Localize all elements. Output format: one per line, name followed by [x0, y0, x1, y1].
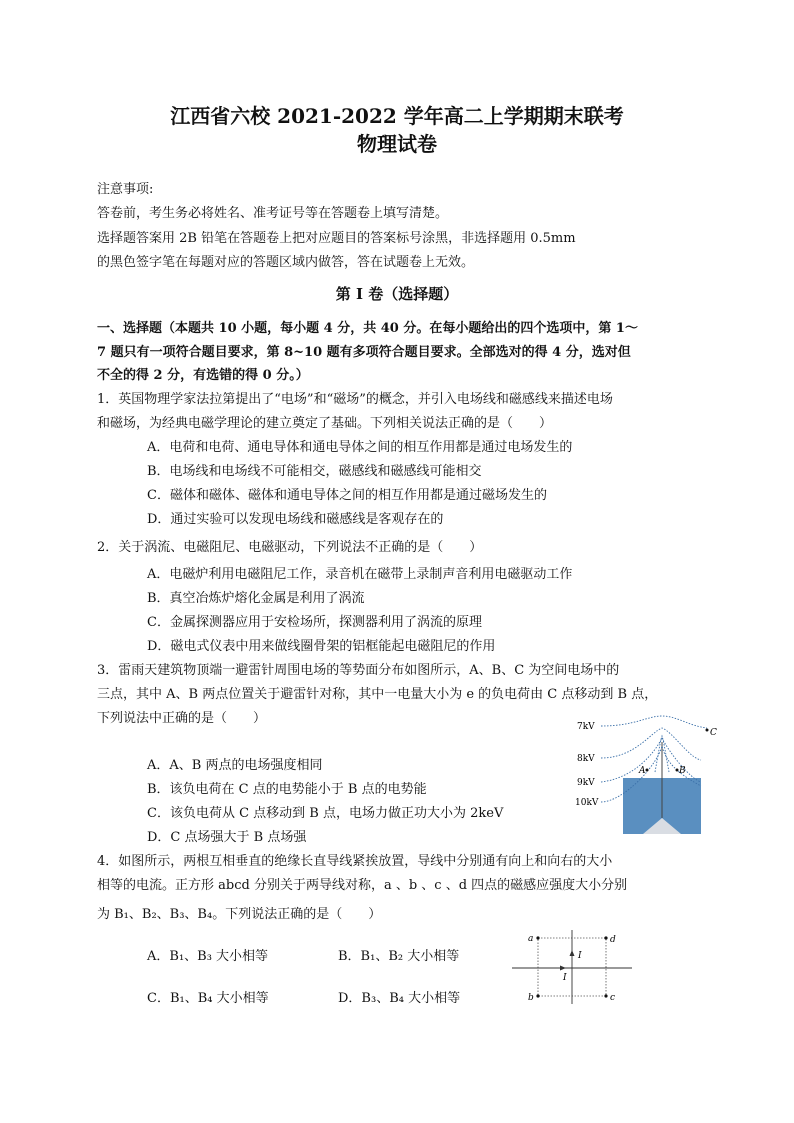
label-current-right: I — [563, 973, 567, 983]
q3-stem-2: 三点，其中 A、B 两点位置关于避雷针对称，其中一电量大小为 e 的负电荷由 C 点移动到 B 点， — [97, 687, 658, 702]
q3-stem-1: 3．雷雨天建筑物顶端一避雷针周围电场的等势面分布如图所示，A、B、C 为空间电场中的 — [97, 663, 620, 678]
q1-stem-1: 1．英国物理学家法拉第提出了“电场”和“磁场”的概念，并引入电场线和磁感线来描述电场 — [97, 392, 613, 407]
q2-stem: 2．关于涡流、电磁阻尼、电磁驱动，下列说法不正确的是（ ） — [97, 540, 483, 555]
q3-option-b: B．该负电荷在 C 点的电势能小于 B 点的电势能 — [147, 782, 427, 797]
point-c-dot — [706, 729, 709, 732]
notes-line-2: 选择题答案用 2B 铅笔在答题卷上把对应题目的答案标号涂黑，非选择题用 0.5mm — [97, 231, 576, 246]
q3-stem-3: 下列说法中正确的是（ ） — [97, 711, 267, 726]
q4-option-b: B．B₁、B₂ 大小相等 — [338, 949, 460, 964]
q4-option-d: D．B₃、B₄ 大小相等 — [338, 991, 461, 1006]
q4-option-c: C．B₁、B₄ 大小相等 — [147, 991, 269, 1006]
q1-option-b: B．电场线和电场线不可能相交，磁感线和磁感线可能相交 — [147, 464, 482, 479]
q1-option-c: C．磁体和磁体、磁体和通电导体之间的相互作用都是通过磁场发生的 — [147, 488, 547, 503]
label-8kv: 8kV — [577, 754, 595, 764]
section-intro-3: 不全的得 2 分，有选错的得 0 分。） — [97, 368, 309, 383]
notes-heading: 注意事项: — [97, 182, 154, 197]
q4-option-a: A．B₁、B₃ 大小相等 — [147, 949, 269, 964]
point-a-dot — [646, 769, 649, 772]
label-d: d — [610, 935, 616, 945]
label-10kv: 10kV — [575, 798, 599, 808]
q4-stem-2: 相等的电流。正方形 abcd 分别关于两导线对称，a 、b 、c 、d 四点的磁感应强度大小分别 — [97, 878, 628, 893]
arrow-up-icon — [570, 950, 575, 956]
notes-line-3: 的黑色签字笔在每题对应的答题区域内做答，答在试题卷上无效。 — [97, 255, 475, 270]
section-intro-2: 7 题只有一项符合题目要求，第 8~10 题有多项符合题目要求。全部选对的得 4 分，选对但 — [97, 345, 631, 360]
lightning-rod-figure — [575, 712, 725, 837]
point-c-label: C — [710, 728, 717, 738]
point-b-label: B — [679, 766, 686, 776]
equipotential-8kv — [601, 728, 701, 760]
exam-title: 江西省六校 2021-2022 学年高二上学期期末联考 — [170, 104, 624, 128]
label-7kv: 7kV — [577, 722, 595, 732]
section-title: 第 I 卷（选择题） — [335, 285, 459, 303]
q1-stem-2: 和磁场，为经典电磁学理论的建立奠定了基础。下列相关说法正确的是（ ） — [97, 416, 553, 431]
q3-option-d: D．C 点场强大于 B 点场强 — [147, 830, 307, 845]
equipotential-9kv — [601, 738, 701, 782]
wires-square-figure — [508, 928, 636, 1008]
q1-option-a: A．电荷和电荷、通电导体和通电导体之间的相互作用都是通过电场发生的 — [147, 440, 573, 455]
q2-option-d: D．磁电式仪表中用来做线圈骨架的铝框能起电磁阻尼的作用 — [147, 639, 496, 654]
exam-subtitle: 物理试卷 — [357, 132, 437, 156]
label-a: a — [528, 934, 534, 944]
notes-line-1: 答卷前，考生务必将姓名、准考证号等在答题卷上填写清楚。 — [97, 206, 449, 221]
label-c: c — [610, 993, 616, 1003]
point-a-dot — [536, 936, 539, 939]
label-b: b — [528, 993, 534, 1003]
q3-option-a: A．A、B 两点的电场强度相同 — [147, 758, 323, 773]
q2-option-b: B．真空冶炼炉熔化金属是利用了涡流 — [147, 591, 365, 606]
point-d-dot — [604, 936, 607, 939]
equipotential-7kv — [601, 716, 707, 728]
q1-option-d: D．通过实验可以发现电场线和磁感线是客观存在的 — [147, 512, 444, 527]
point-a-label: A — [639, 766, 646, 776]
q2-option-c: C．金属探测器应用于安检场所，探测器利用了涡流的原理 — [147, 615, 482, 630]
q3-option-c: C．该负电荷从 C 点移动到 B 点，电场力做正功大小为 2keV — [147, 806, 504, 821]
label-current-up: I — [578, 951, 582, 961]
section-intro-1: 一、选择题（本题共 10 小题，每小题 4 分，共 40 分。在每小题给出的四个选项中，第 1～ — [97, 321, 638, 336]
point-c-dot — [604, 994, 607, 997]
point-b-dot — [536, 994, 539, 997]
label-9kv: 9kV — [577, 778, 595, 788]
q4-stem-1: 4．如图所示，两根互相垂直的绝缘长直导线紧挨放置，导线中分别通有向上和向右的大小 — [97, 854, 613, 869]
q2-option-a: A．电磁炉利用电磁阻尼工作，录音机在磁带上录制声音利用电磁驱动工作 — [147, 567, 573, 582]
q4-stem-3: 为 B₁、B₂、B₃、B₄。下列说法正确的是（ ） — [97, 907, 382, 922]
arrow-right-icon — [560, 966, 566, 971]
